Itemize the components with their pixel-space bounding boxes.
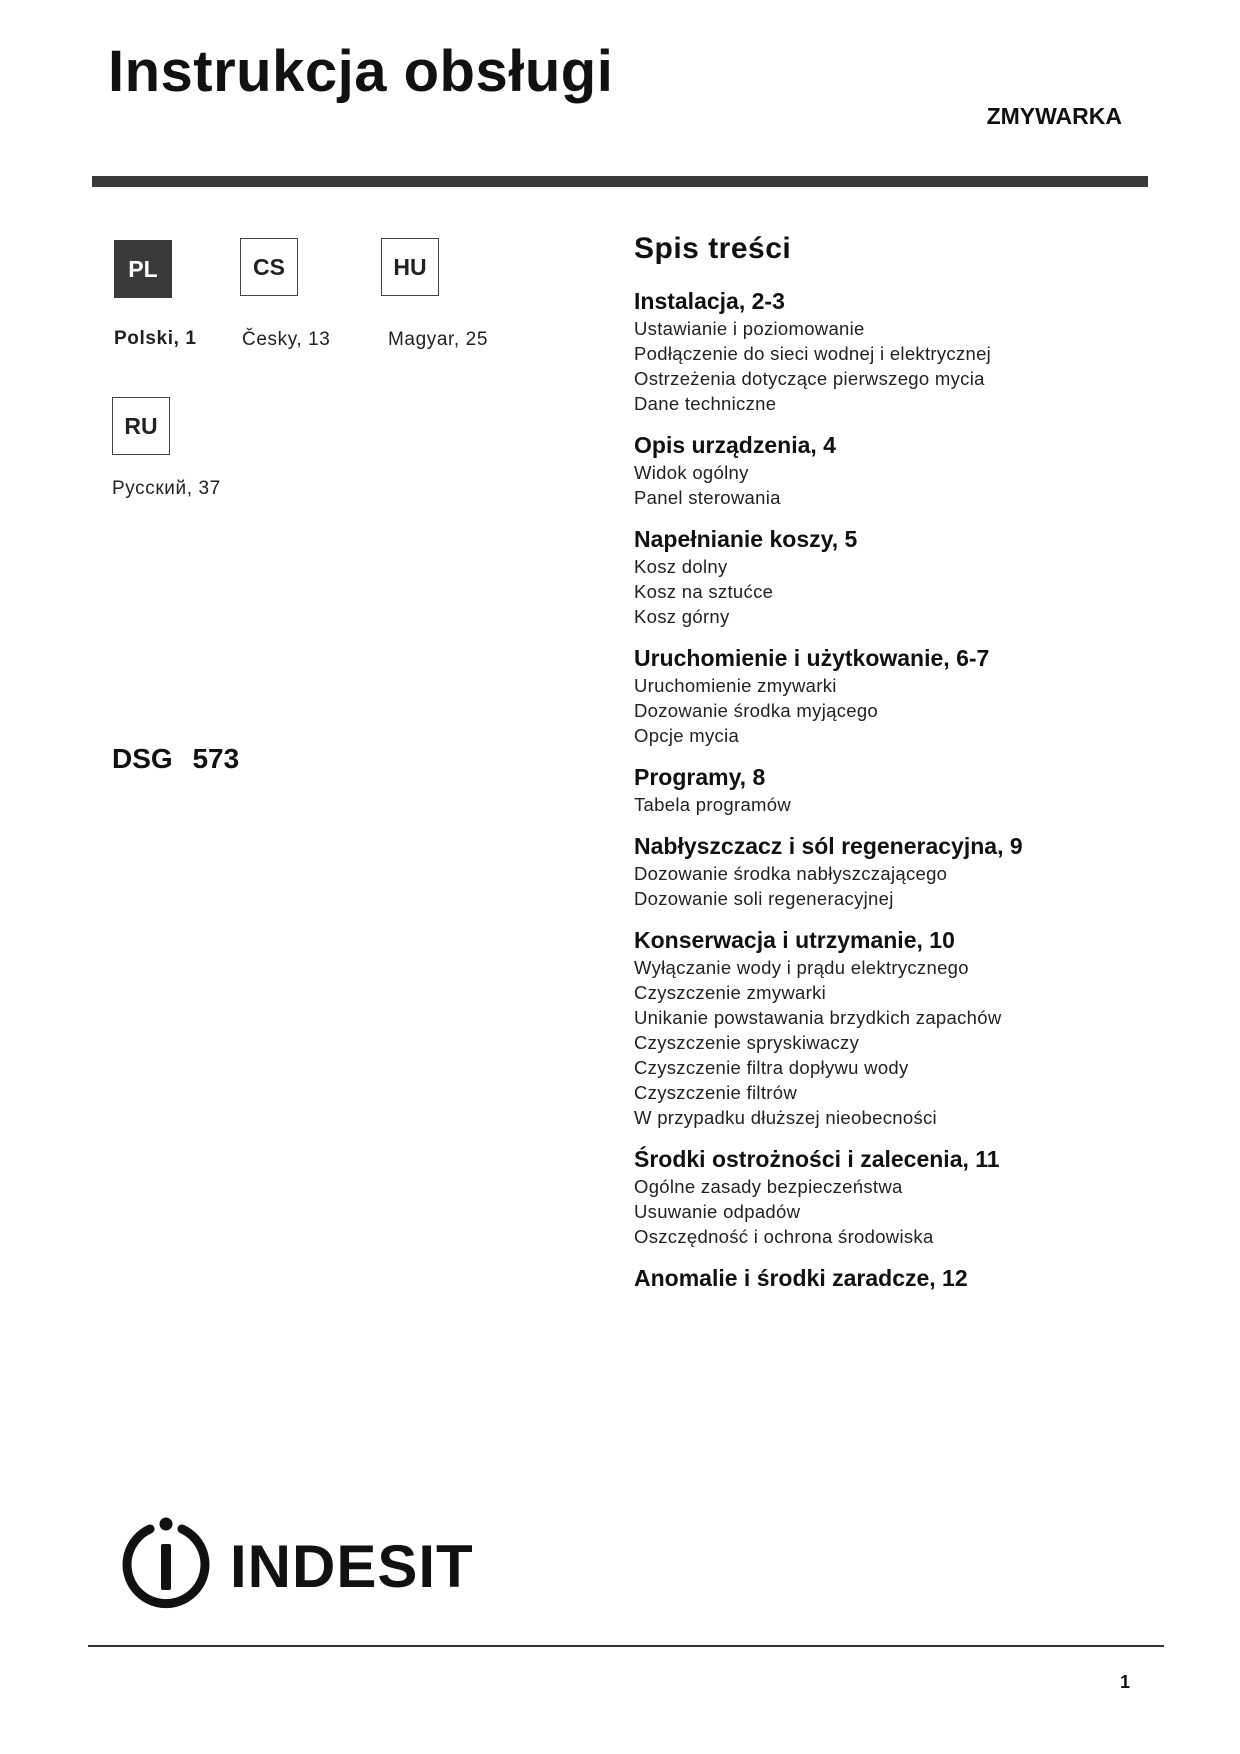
toc-item[interactable]: Panel sterowania [634, 487, 781, 508]
toc-item[interactable]: Ogólne zasady bezpieczeństwa [634, 1176, 903, 1197]
toc-item[interactable]: Czyszczenie filtra dopływu wody [634, 1057, 909, 1078]
toc-item[interactable]: Oszczędność i ochrona środowiska [634, 1226, 934, 1247]
toc-item[interactable]: Kosz na sztućce [634, 581, 774, 602]
toc-item[interactable]: Kosz dolny [634, 556, 728, 577]
toc-item[interactable]: Unikanie powstawania brzydkich zapachów [634, 1007, 1002, 1028]
language-box-cs[interactable]: CS [240, 238, 298, 296]
language-label-pl[interactable]: Polski, 1 [114, 328, 197, 349]
table-of-contents [634, 232, 1194, 1307]
header-divider [92, 176, 1148, 187]
toc-item[interactable]: Czyszczenie spryskiwaczy [634, 1032, 860, 1053]
toc-section-safety [634, 1144, 1194, 1249]
language-box-ru[interactable]: RU [112, 397, 170, 455]
language-box-hu[interactable]: HU [381, 238, 439, 296]
toc-item[interactable]: Opcje mycia [634, 725, 740, 746]
toc-item[interactable]: W przypadku dłuższej nieobecności [634, 1107, 937, 1128]
toc-item[interactable]: Podłączenie do sieci wodnej i elektrycznej [634, 343, 992, 364]
toc-item[interactable]: Dozowanie soli regeneracyjnej [634, 888, 894, 909]
toc-section-heading[interactable]: Środki ostrożności i zalecenia, 11 [634, 1146, 1000, 1172]
page-number: 1 [1119, 1672, 1130, 1692]
brand-name: INDESIT [230, 1533, 474, 1600]
product-category: ZMYWARKA [986, 103, 1122, 129]
toc-section-installation [634, 286, 1194, 416]
toc-item[interactable]: Ostrzeżenia dotyczące pierwszego mycia [634, 368, 985, 389]
language-label-ru[interactable]: Русский, 37 [112, 478, 221, 499]
toc-section-maintenance [634, 925, 1194, 1130]
brand-logo [120, 1510, 480, 1610]
toc-item[interactable]: Tabela programów [634, 794, 791, 815]
toc-section-heading[interactable]: Instalacja, 2-3 [634, 288, 785, 314]
toc-section-programs [634, 762, 1194, 817]
toc-section-loading [634, 524, 1194, 629]
language-label-hu[interactable]: Magyar, 25 [388, 329, 488, 350]
toc-section-heading[interactable]: Opis urządzenia, 4 [634, 432, 836, 458]
toc-section-usage [634, 643, 1194, 748]
toc-section-rinse-aid [634, 831, 1194, 911]
toc-item[interactable]: Kosz górny [634, 606, 730, 627]
toc-section-heading[interactable]: Uruchomienie i użytkowanie, 6-7 [634, 645, 990, 671]
toc-section-description [634, 430, 1194, 510]
toc-item[interactable]: Dozowanie środka nabłyszczającego [634, 863, 948, 884]
toc-item[interactable]: Wyłączanie wody i prądu elektrycznego [634, 957, 969, 978]
toc-section-troubleshooting [634, 1263, 1194, 1293]
toc-item[interactable]: Usuwanie odpadów [634, 1201, 801, 1222]
toc-item[interactable]: Dozowanie środka myjącego [634, 700, 879, 721]
toc-item[interactable]: Widok ogólny [634, 462, 749, 483]
toc-item[interactable]: Uruchomienie zmywarki [634, 675, 837, 696]
document-title: Instrukcja obsługi [108, 39, 614, 104]
toc-title: Spis treści [634, 232, 792, 265]
language-label-cs[interactable]: Česky, 13 [242, 329, 331, 350]
model-number: DSG 573 [112, 743, 240, 774]
toc-item[interactable]: Ustawianie i poziomowanie [634, 318, 865, 339]
toc-section-heading[interactable]: Konserwacja i utrzymanie, 10 [634, 927, 955, 953]
toc-item[interactable]: Czyszczenie zmywarki [634, 982, 827, 1003]
toc-item[interactable]: Czyszczenie filtrów [634, 1082, 797, 1103]
toc-section-heading[interactable]: Programy, 8 [634, 764, 766, 790]
toc-section-heading[interactable]: Anomalie i środki zaradcze, 12 [634, 1265, 968, 1291]
footer-divider [88, 1645, 1164, 1647]
indesit-power-logo-icon [120, 1510, 480, 1610]
toc-item[interactable]: Dane techniczne [634, 393, 777, 414]
toc-section-heading[interactable]: Napełnianie koszy, 5 [634, 526, 858, 552]
language-box-pl[interactable]: PL [114, 240, 172, 298]
toc-section-heading[interactable]: Nabłyszczacz i sól regeneracyjna, 9 [634, 833, 1023, 859]
